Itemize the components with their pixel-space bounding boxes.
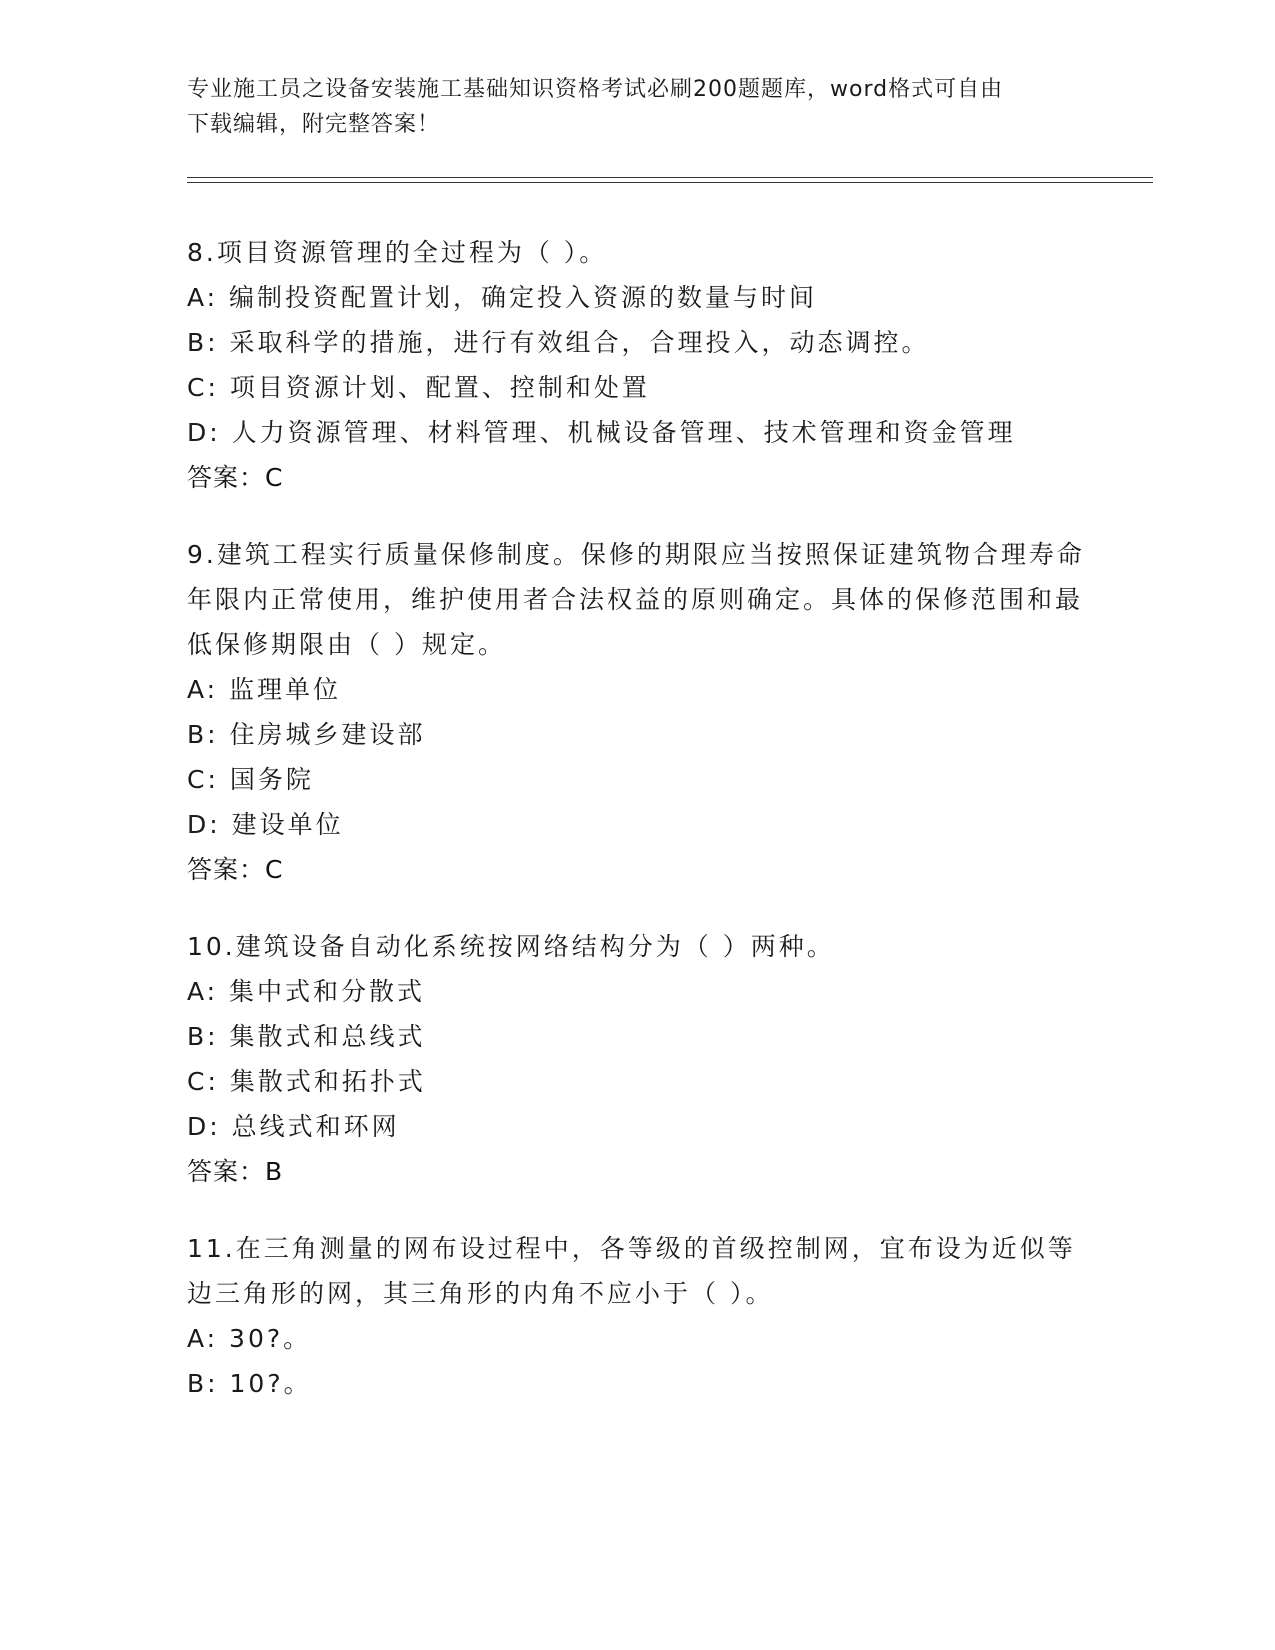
option-c: C: 国务院 (187, 765, 314, 794)
answer: 答案：B (187, 1157, 284, 1186)
question-8 (187, 230, 1087, 500)
option-d: D: 总线式和环网 (187, 1112, 400, 1141)
option-b: B: 10?。 (187, 1369, 312, 1398)
header-divider-bottom (187, 182, 1153, 183)
option-b: B: 采取科学的措施，进行有效组合，合理投入，动态调控。 (187, 328, 930, 357)
question-9 (187, 532, 1087, 892)
answer: 答案：C (187, 463, 284, 492)
question-stem: 11.在三角测量的网布设过程中，各等级的首级控制网，宜布设为近似等边三角形的网，其三角形的内角不应小于（ ）。 (187, 1234, 1076, 1308)
option-b: B: 住房城乡建设部 (187, 720, 426, 749)
question-10 (187, 924, 1087, 1194)
header-line-1: 专业施工员之设备安装施工基础知识资格考试必刷200题题库，word格式可自由 (187, 77, 1004, 102)
question-stem: 9.建筑工程实行质量保修制度。保修的期限应当按照保证建筑物合理寿命年限内正常使用，维护使用者合法权益的原则确定。具体的保修范围和最低保修期限由（ ）规定。 (187, 540, 1085, 659)
question-list (187, 230, 1087, 1438)
header-line-2: 下载编辑，附完整答案！ (187, 112, 441, 137)
option-a: A: 集中式和分散式 (187, 977, 426, 1006)
option-a: A: 监理单位 (187, 675, 342, 704)
header-divider-top (187, 177, 1153, 178)
option-a: A: 30?。 (187, 1324, 312, 1353)
document-header (187, 72, 1067, 142)
option-c: C: 集散式和拓扑式 (187, 1067, 426, 1096)
option-d: D: 人力资源管理、材料管理、机械设备管理、技术管理和资金管理 (187, 418, 1016, 447)
option-a: A: 编制投资配置计划，确定投入资源的数量与时间 (187, 283, 818, 312)
option-b: B: 集散式和总线式 (187, 1022, 426, 1051)
option-d: D: 建设单位 (187, 810, 344, 839)
question-stem: 10.建筑设备自动化系统按网络结构分为（ ）两种。 (187, 932, 835, 961)
question-stem: 8.项目资源管理的全过程为（ ）。 (187, 238, 608, 267)
question-11 (187, 1226, 1087, 1406)
answer: 答案：C (187, 855, 284, 884)
option-c: C: 项目资源计划、配置、控制和处置 (187, 373, 650, 402)
